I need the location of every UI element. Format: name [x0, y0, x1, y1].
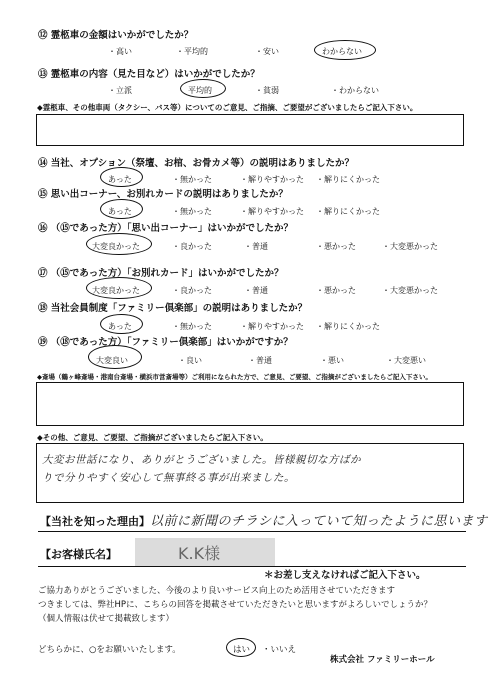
q18-selected-mark: [100, 314, 143, 334]
q14-option-unclear[interactable]: ・解りにくかった: [316, 175, 380, 184]
consent-selected-mark: [226, 638, 256, 657]
name-label: 【お客様氏名】: [40, 548, 117, 561]
q17-option-good[interactable]: ・良かった: [172, 286, 212, 295]
q12-option-unknown[interactable]: わからない: [322, 47, 362, 56]
other-comment-line-2: りで分りやすく安心して無事終る事が出来ました。: [42, 472, 295, 484]
venue-comment-label: ◆斎場（鶴ヶ峰斎場・港南台斎場・横浜市営斎場等）ご利用になられた方で、ご意見、ご要望、ご指摘がございましたらご記入下さい。: [37, 373, 432, 381]
q14-option-yes[interactable]: あった: [108, 175, 132, 184]
q14-option-clear[interactable]: ・解りやすかった: [240, 175, 304, 184]
source-label: 【当社を知った理由】: [40, 515, 150, 528]
q14-title: ⑭ 当社、オプション（祭壇、お棺、お骨カメ等）の説明はありましたか？: [38, 158, 354, 169]
vehicle-comment-label: ◆霊柩車、その他車両（タクシー、バス等）についてのご意見、ご指摘、ご要望がございましたらご記入下さい。: [37, 103, 418, 112]
q18-option-yes[interactable]: あった: [108, 322, 132, 331]
name-note: ＊お差し支えなければご記入下さい。: [264, 570, 426, 581]
q19-title: ⑲ （⑱であった方）「ファミリー倶楽部」はいかがですか？: [38, 337, 293, 348]
q13-option-splendid[interactable]: ・立派: [108, 86, 132, 95]
q13-option-average[interactable]: 平均的: [188, 86, 212, 95]
q16-option-very-good[interactable]: 大変良かった: [92, 242, 140, 251]
q17-title: ⑰ （⑮であった方）「お別れカード」はいかがでしたか？: [38, 268, 284, 279]
q19-option-bad[interactable]: ・悪い: [320, 356, 344, 365]
q15-option-yes[interactable]: あった: [108, 207, 132, 216]
q16-option-normal[interactable]: ・普通: [244, 242, 268, 251]
q12-option-high[interactable]: ・高い: [108, 47, 132, 56]
company-name: 株式会社 ファミリーホール: [330, 655, 435, 665]
q19-option-good[interactable]: ・良い: [178, 356, 202, 365]
q15-title: ⑮ 思い出コーナー、お別れカードの説明はありましたか？: [38, 189, 288, 200]
q17-selected-mark: [86, 277, 152, 299]
source-underline: [38, 531, 466, 532]
other-comment-label: ◆その他、ご意見、ご要望、ご指摘がございましたらご記入下さい。: [37, 433, 268, 442]
q17-option-normal[interactable]: ・普通: [244, 286, 268, 295]
q19-option-very-good[interactable]: 大変良い: [96, 356, 128, 365]
closing-line-1: ご協力ありがとうございました、今後のより良いサービス向上のため活用させていただきます: [38, 586, 396, 596]
q12-option-average[interactable]: ・平均的: [176, 47, 208, 56]
vehicle-comment-box[interactable]: [36, 114, 464, 146]
q17-option-bad[interactable]: ・悪かった: [316, 286, 356, 295]
closing-line-2: つきましては、弊社HPに、こちらの回答を掲載させていただきたいと思いますがよろしいでしょうか？: [38, 600, 433, 610]
source-text: 以前に新聞のチラシに入っていて知ったように思います: [150, 514, 488, 529]
q18-option-unclear[interactable]: ・解りにくかった: [316, 322, 380, 331]
consent-prompt: どちらかに、○をお願いいたします。: [38, 645, 181, 655]
q16-selected-mark: [86, 233, 152, 255]
name-value: K.K様: [178, 544, 221, 563]
q15-option-unclear[interactable]: ・解りにくかった: [316, 207, 380, 216]
q19-selected-mark: [88, 345, 142, 369]
q12-option-cheap[interactable]: ・安い: [255, 47, 279, 56]
consent-no-option[interactable]: ・いいえ: [262, 645, 297, 655]
q16-option-good[interactable]: ・良かった: [172, 242, 212, 251]
q19-option-normal[interactable]: ・普通: [248, 356, 272, 365]
venue-comment-box[interactable]: [36, 382, 464, 426]
q12-selected-mark: [314, 40, 376, 60]
q15-option-clear[interactable]: ・解りやすかった: [240, 207, 304, 216]
other-comment-line-1: 大変お世話になり、ありがとうございました。皆様親切な方ばか: [42, 454, 361, 466]
q12-title: ⑫ 霊柩車の金額はいかがでしたか？: [38, 30, 194, 41]
q18-title: ⑱ 当社会員制度「ファミリー倶楽部」の説明はありましたか？: [38, 303, 308, 314]
q17-option-very-good[interactable]: 大変良かった: [92, 286, 140, 295]
q15-selected-mark: [100, 199, 143, 219]
q19-option-very-bad[interactable]: ・大変悪い: [386, 356, 426, 365]
q13-option-unknown[interactable]: ・わからない: [331, 86, 379, 95]
closing-line-3: （個人情報は伏せて掲載致します）: [38, 614, 175, 624]
consent-yes-option[interactable]: はい: [233, 645, 251, 655]
q13-option-poor[interactable]: ・貧弱: [255, 86, 279, 95]
q16-option-very-bad[interactable]: ・大変悪かった: [382, 242, 438, 251]
q14-selected-mark: [100, 167, 143, 187]
q17-option-very-bad[interactable]: ・大変悪かった: [382, 286, 438, 295]
q13-title: ⑬ 霊柩車の内容（見た目など）はいかがでしたか？: [38, 69, 260, 80]
q14-option-no[interactable]: ・無かった: [172, 175, 212, 184]
q15-option-no[interactable]: ・無かった: [172, 207, 212, 216]
q16-title: ⑯ （⑮であった方）「思い出コーナー」はいかがでしたか？: [38, 223, 293, 234]
q18-option-clear[interactable]: ・解りやすかった: [240, 322, 304, 331]
q18-option-no[interactable]: ・無かった: [172, 322, 212, 331]
q13-selected-mark: [180, 79, 226, 98]
q16-option-bad[interactable]: ・悪かった: [316, 242, 356, 251]
